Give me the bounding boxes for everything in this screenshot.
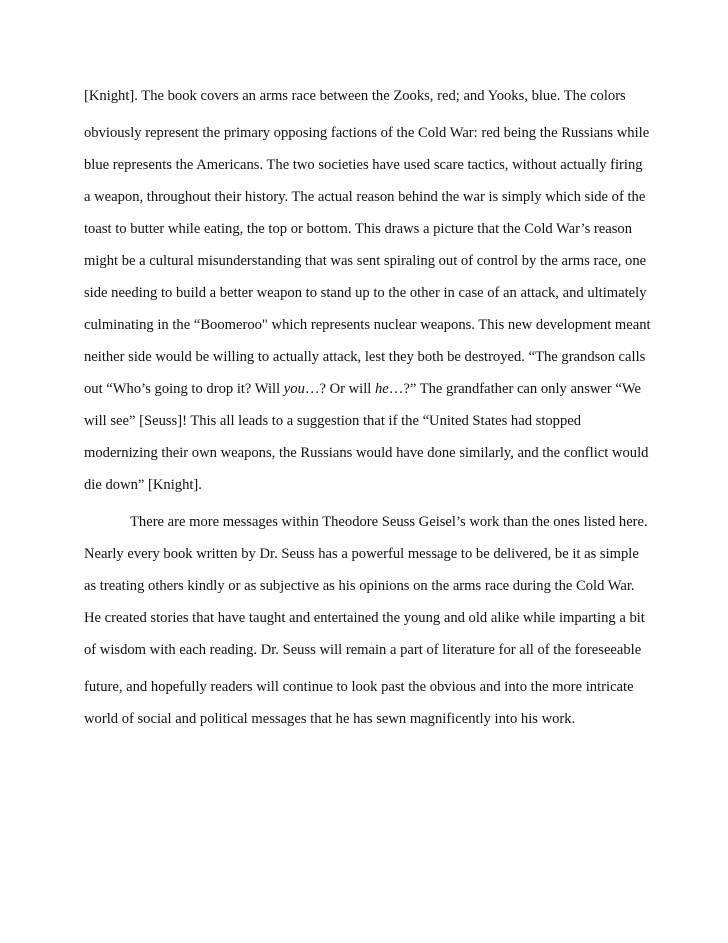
line-segment: …? Or will	[304, 381, 375, 397]
text-line-with-emphasis	[84, 380, 664, 398]
text-line: [Knight]. The book covers an arms race between the Zooks, red; and Yooks, blue. The colors	[84, 88, 626, 104]
text-line: as treating others kindly or as subjective as his opinions on the arms race during the Cold War.	[84, 578, 635, 594]
text-line: world of social and political messages that he has sewn magnificently into his work.	[84, 711, 576, 727]
paragraph-first-line: There are more messages within Theodore Seuss Geisel’s work than the ones listed here.	[130, 514, 648, 530]
text-line: obviously represent the primary opposing factions of the Cold War: red being the Russians while	[84, 125, 650, 141]
text-line: side needing to build a better weapon to stand up to the other in case of an attack, and ultimately	[84, 285, 647, 301]
text-line: future, and hopefully readers will continue to look past the obvious and into the more intricate	[84, 679, 634, 695]
text-line: might be a cultural misunderstanding that was sent spiraling out of control by the arms race, one	[84, 253, 647, 269]
text-line: die down” [Knight].	[84, 477, 202, 493]
emphasis-he: he	[375, 381, 389, 397]
text-line: a weapon, throughout their history. The actual reason behind the war is simply which side of the	[84, 189, 646, 205]
text-line: of wisdom with each reading. Dr. Seuss will remain a part of literature for all of the foreseeable	[84, 642, 642, 658]
text-line: culminating in the “Boomeroo" which represents nuclear weapons. This new development meant	[84, 317, 651, 333]
line-segment: out “Who’s going to drop it? Will	[84, 381, 284, 397]
line-segment: …?” The grandfather can only answer “We	[388, 381, 641, 397]
text-line: blue represents the Americans. The two societies have used scare tactics, without actually firing	[84, 157, 643, 173]
text-line: Nearly every book written by Dr. Seuss has a powerful message to be delivered, be it as simple	[84, 546, 639, 562]
text-line: will see” [Seuss]! This all leads to a suggestion that if the “United States had stopped	[84, 413, 582, 429]
emphasis-you: you	[283, 381, 305, 397]
text-line: neither side would be willing to actually attack, lest they both be destroyed. “The grandson calls	[84, 349, 646, 365]
text-line: modernizing their own weapons, the Russians would have done similarly, and the conflict would	[84, 445, 649, 461]
text-line: He created stories that have taught and entertained the young and old alike while imparting a bit	[84, 610, 645, 626]
text-line: toast to butter while eating, the top or bottom. This draws a picture that the Cold War’s reason	[84, 221, 633, 237]
